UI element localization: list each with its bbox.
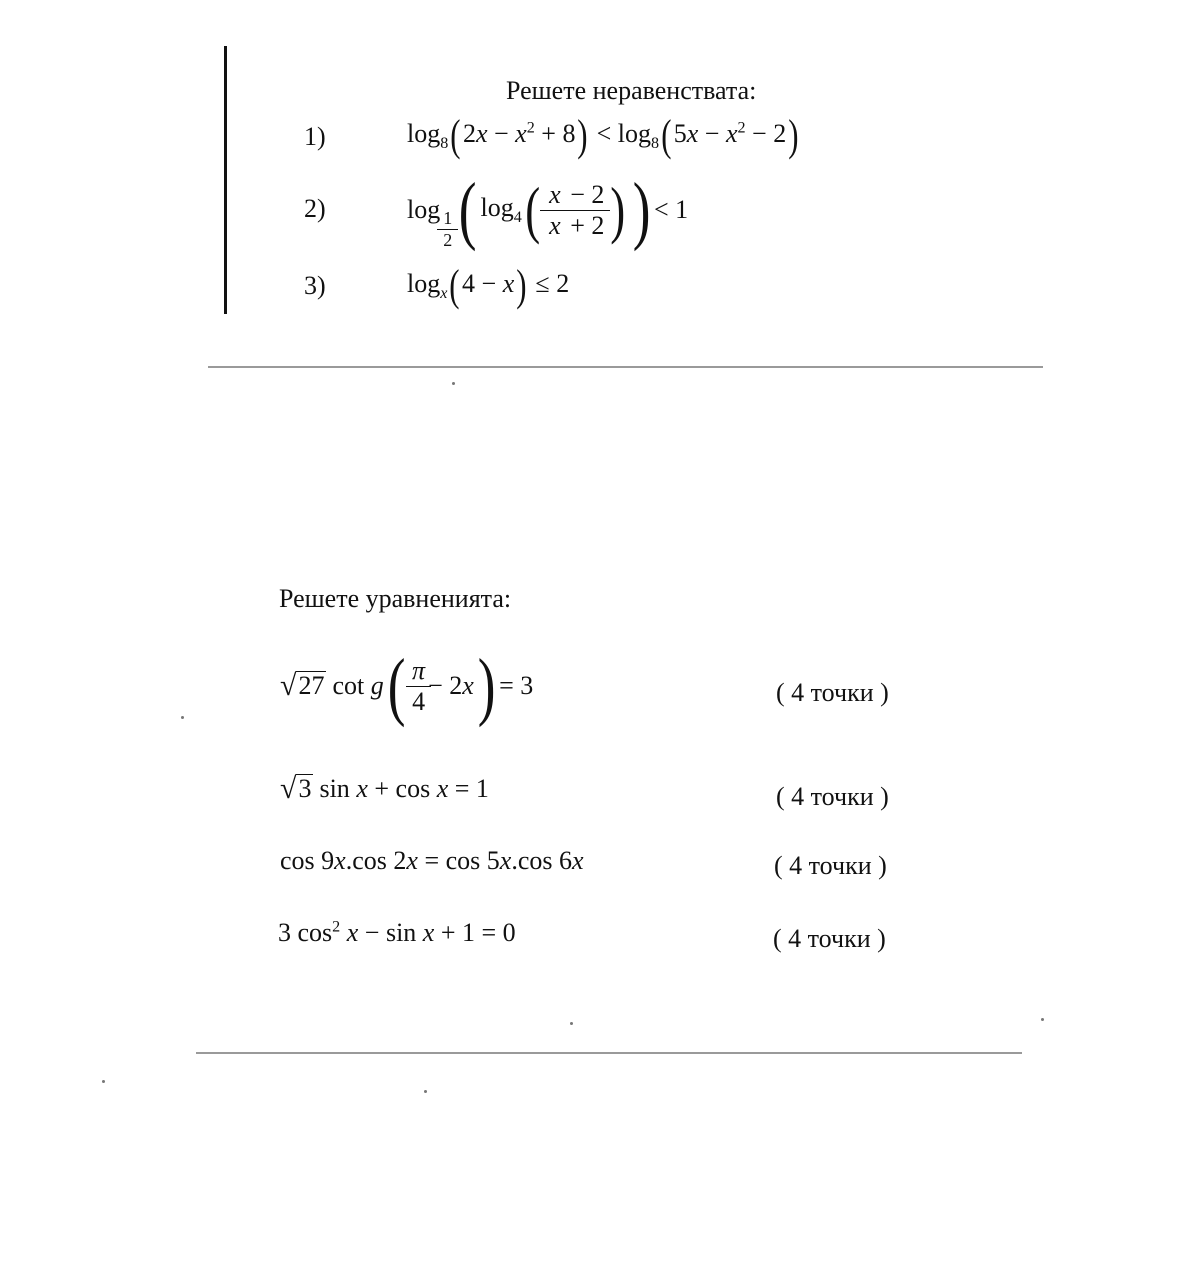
section-divider-top xyxy=(208,366,1043,368)
section-divider-bottom xyxy=(196,1052,1022,1054)
equation-2: √ 3 sin x + cos x = 1 xyxy=(280,772,489,805)
points-label: ( 4 точки ) xyxy=(773,924,886,953)
equation-1: √ 27 cot g ( $\frac{\pi}{4}$ − 2x ) = 3 xyxy=(280,644,534,728)
equation-3: cos 9x.cos 2x = cos 5x.cos 6x xyxy=(280,846,584,875)
equations-heading: Решете уравненията: xyxy=(279,584,512,613)
scan-speck xyxy=(570,1022,573,1025)
points-label: ( 4 точки ) xyxy=(776,782,889,811)
points-label: ( 4 точки ) xyxy=(774,851,887,880)
scan-speck xyxy=(424,1090,427,1093)
scan-speck xyxy=(1041,1018,1044,1021)
left-margin-bar xyxy=(224,46,227,314)
scan-speck xyxy=(102,1080,105,1083)
inequality-1: $\log_8(2x - x^2 + 8) < \log_8(5x - x^2 - 2)$ xyxy=(407,111,799,160)
equation-4: 3 $\cos^2 x - \sin x + 1 = 0$ xyxy=(278,918,516,947)
scan-speck xyxy=(452,382,455,385)
problem-number: 1) xyxy=(304,122,326,151)
scan-speck xyxy=(181,716,184,719)
problem-number: 2) xyxy=(304,194,326,223)
inequalities-heading: Решете неравенствата: xyxy=(506,76,757,105)
inequality-2: log $\frac{1}{2}$ ( $\log_4$ ( $\frac{x - 2}{x + 2}$ ) ) < 1 xyxy=(407,168,689,253)
points-label: ( 4 точки ) xyxy=(776,678,889,707)
inequality-3: $\log_x(4 - x) \le 2$ xyxy=(407,261,570,310)
problem-number: 3) xyxy=(304,271,326,300)
